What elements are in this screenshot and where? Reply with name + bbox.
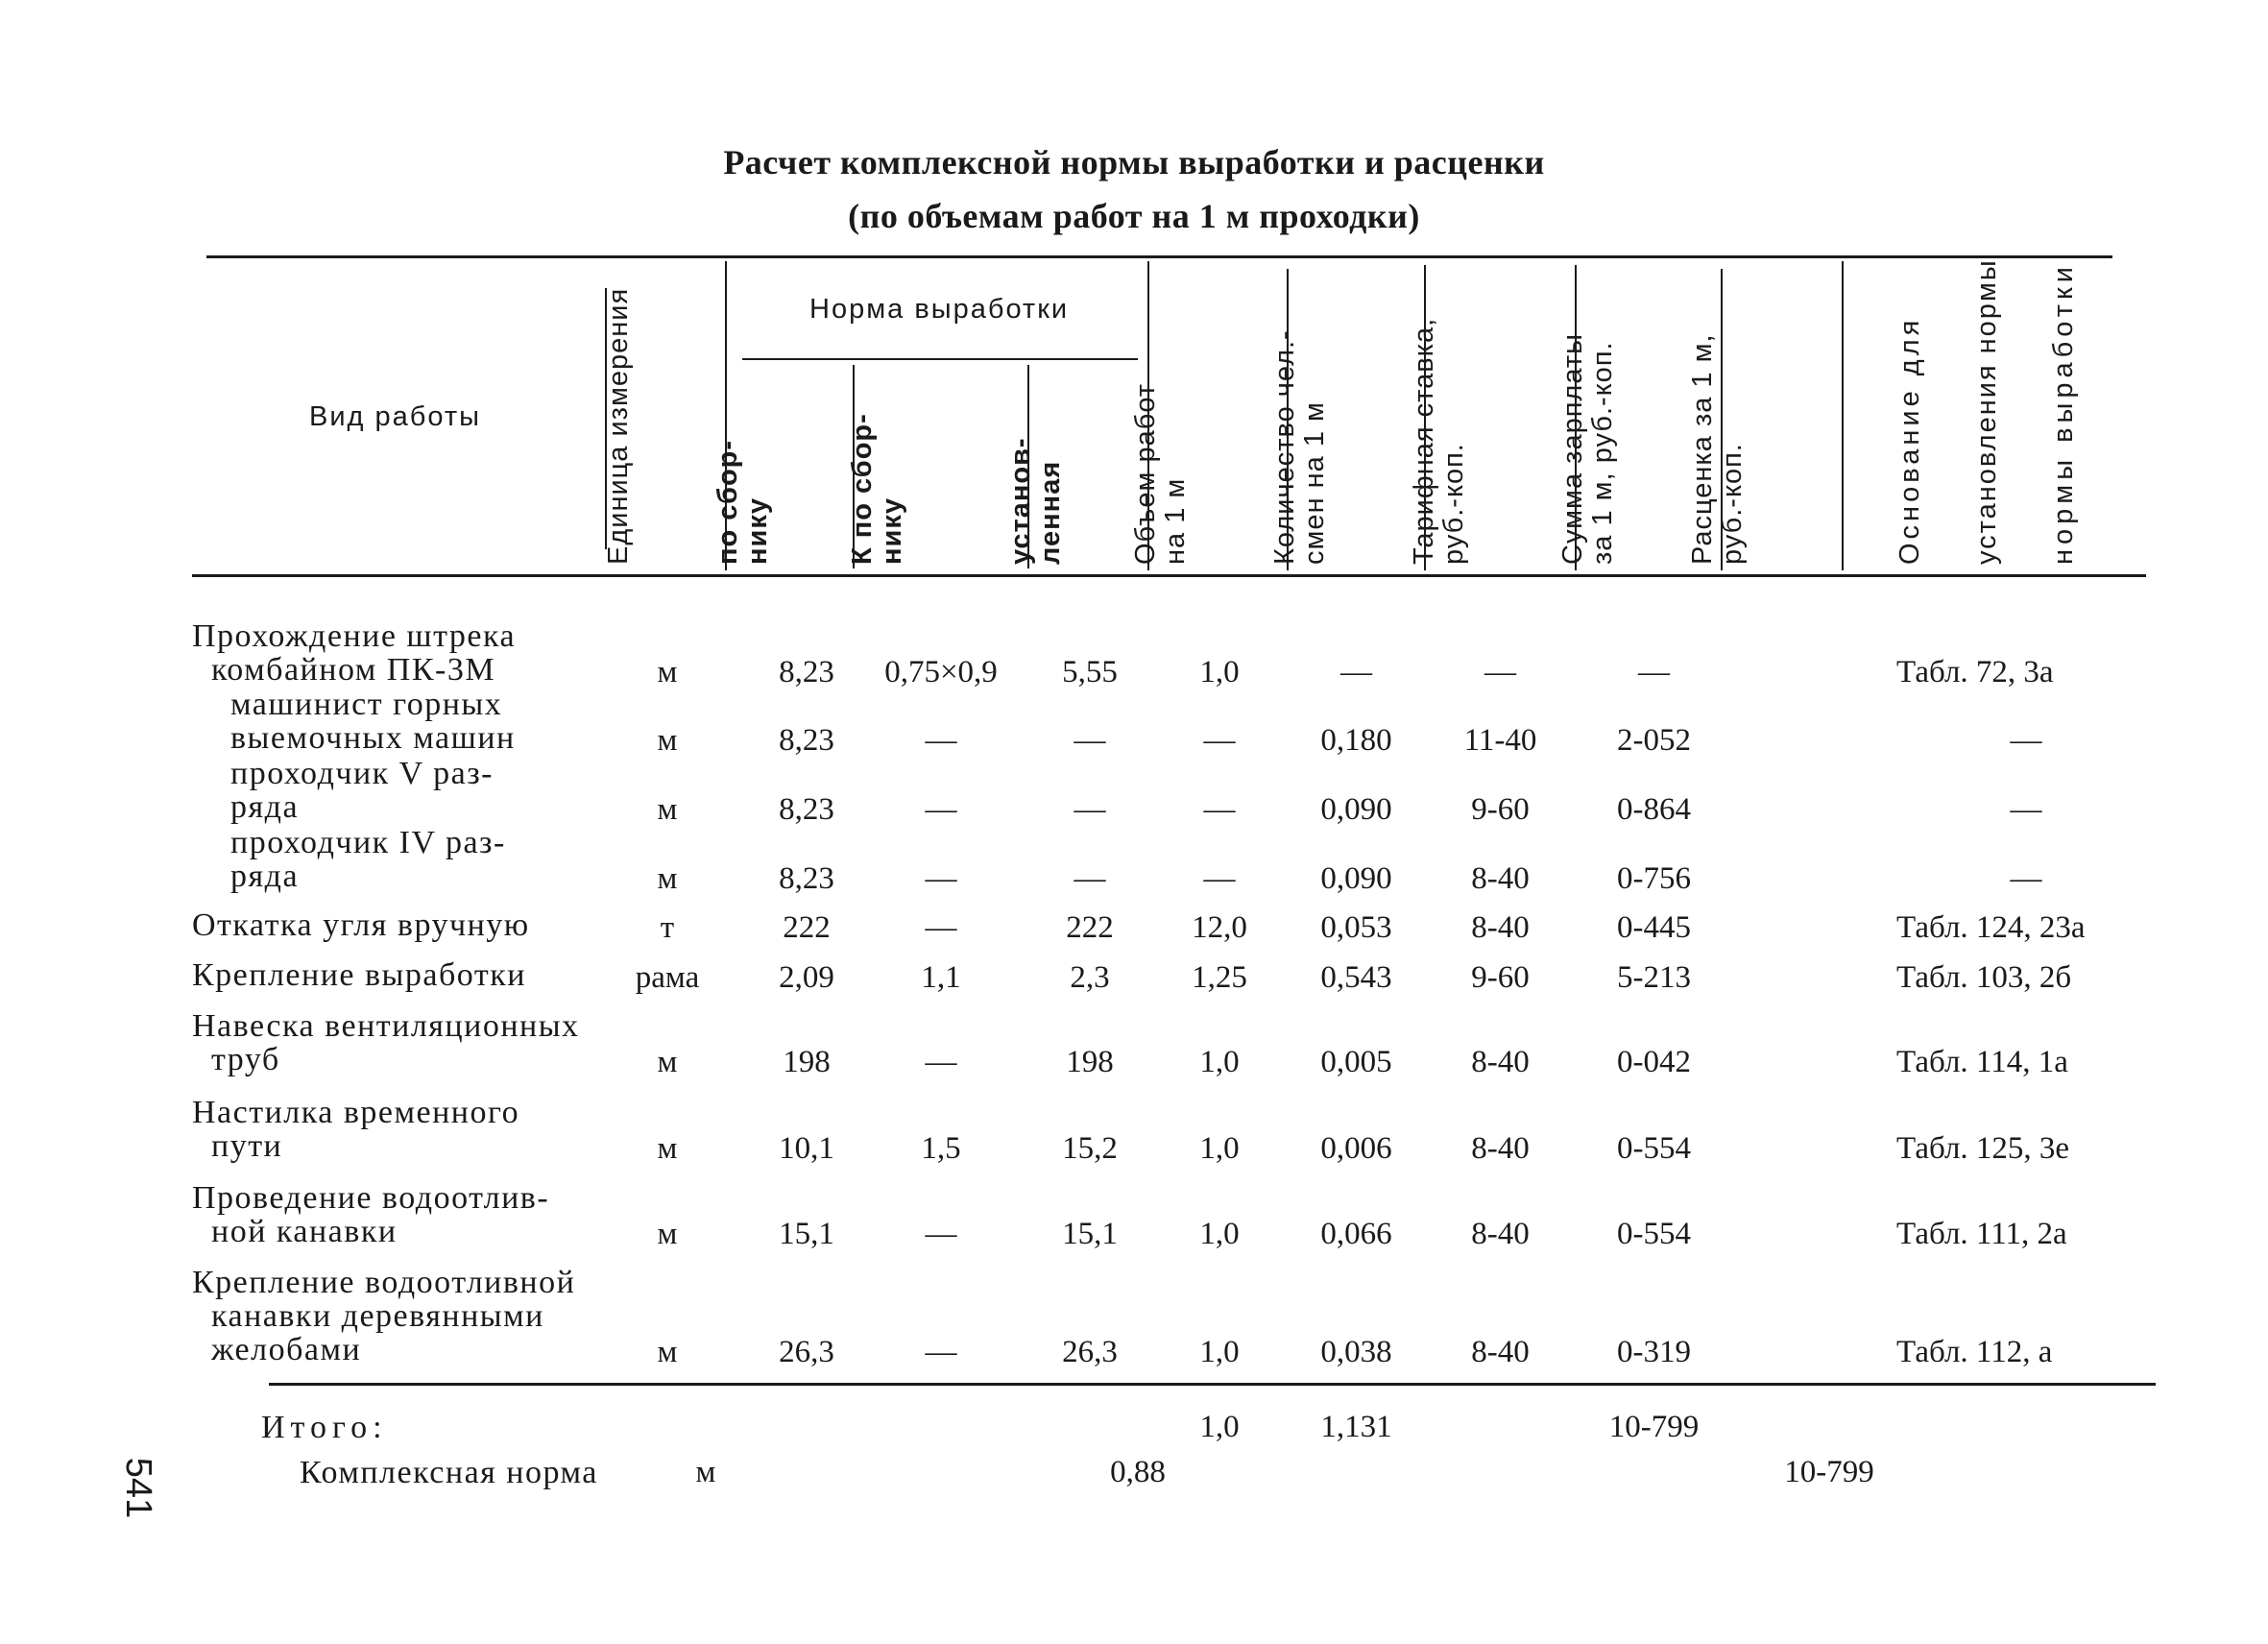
cell-shifts: 0,038	[1320, 1335, 1392, 1369]
cell-unit: м	[657, 1045, 678, 1079]
cell-basis: —	[2010, 792, 2042, 827]
header-norm-group: Норма выработки	[809, 294, 1070, 325]
cell-k: —	[925, 792, 957, 827]
cell-k: —	[925, 910, 957, 945]
header-volume: Объем работ на 1 м	[1130, 382, 1191, 565]
header-norm-collection: по сбор-нику	[712, 439, 773, 565]
cell-wages: 0-319	[1617, 1335, 1691, 1369]
cell-rate: —	[1484, 655, 1516, 689]
cell-volume: 1,0	[1199, 655, 1240, 689]
cell-shifts: 0,066	[1320, 1217, 1392, 1251]
cell-shifts: 0,180	[1320, 723, 1392, 758]
cell-wages: 0-864	[1617, 792, 1691, 827]
cell-set: 2,3	[1070, 960, 1110, 995]
cell-rate: 8-40	[1471, 861, 1530, 896]
cell-unit: м	[657, 655, 678, 689]
cell-k: 1,1	[921, 960, 961, 995]
cell-rate: 8-40	[1471, 1217, 1530, 1251]
cell-unit: м	[657, 792, 678, 827]
work-name-line: канавки деревянными	[192, 1298, 544, 1334]
work-name-line: Крепление выработки	[192, 957, 526, 993]
cell-volume: 1,0	[1199, 1045, 1240, 1079]
cell-set: —	[1074, 792, 1106, 827]
cell-rate: 9-60	[1471, 960, 1530, 995]
work-name-line: выемочных машин	[192, 720, 516, 756]
totals-label: Итого:	[261, 1410, 388, 1445]
cell-norm: 15,1	[779, 1217, 834, 1251]
norm-group-rule	[742, 358, 1138, 360]
cell-set: 26,3	[1062, 1335, 1118, 1369]
cell-rate: 8-40	[1471, 1335, 1530, 1369]
cell-shifts: 0,006	[1320, 1131, 1392, 1166]
work-name-line: желобами	[192, 1332, 362, 1367]
cell-volume: —	[1203, 861, 1236, 896]
work-name-line: Откатка угля вручную	[192, 907, 530, 943]
work-name-line: ряда	[192, 789, 300, 825]
cell-basis: Табл. 72, 3а	[1896, 655, 2054, 689]
cell-norm: 2,09	[779, 960, 834, 995]
cell-k: —	[925, 861, 957, 896]
header-shifts: Количество чел.-смен на 1 м	[1269, 329, 1330, 565]
cell-shifts: 0,053	[1320, 910, 1392, 945]
cell-rate: 8-40	[1471, 1131, 1530, 1166]
cell-basis: —	[2010, 723, 2042, 758]
page-number: 541	[118, 1457, 159, 1519]
cell-set: —	[1074, 723, 1106, 758]
header-k-collection: К по сбор-нику	[847, 413, 907, 565]
cell-wages: —	[1638, 655, 1670, 689]
cell-volume: 1,0	[1199, 1217, 1240, 1251]
header-norm-set: установ-ленная	[1005, 437, 1066, 565]
cell-shifts: 0,090	[1320, 792, 1392, 827]
cell-set: 5,55	[1062, 655, 1118, 689]
cell-shifts: 0,543	[1320, 960, 1392, 995]
header-bottom-rule	[192, 574, 2146, 577]
header-wages: Сумма зарплаты за 1 м, руб.-коп.	[1557, 333, 1618, 565]
cell-unit: т	[660, 910, 675, 945]
cell-set: 198	[1066, 1045, 1114, 1079]
work-name-line: труб	[192, 1042, 280, 1077]
cell-volume: —	[1203, 723, 1236, 758]
cell-rate: 8-40	[1471, 910, 1530, 945]
cell-set: —	[1074, 861, 1106, 896]
header-basis-3: нормы выработки	[2048, 262, 2079, 565]
work-name-line: машинист горных	[192, 687, 503, 722]
cell-k: —	[925, 1335, 957, 1369]
cell-unit: рама	[635, 960, 700, 995]
cell-unit: м	[657, 723, 678, 758]
complex-norm-value: 0,88	[1110, 1455, 1166, 1489]
cell-k: —	[925, 723, 957, 758]
cell-k: —	[925, 1217, 957, 1251]
cell-basis: Табл. 124, 23а	[1896, 910, 2086, 945]
cell-wages: 0-554	[1617, 1217, 1691, 1251]
cell-norm: 222	[783, 910, 831, 945]
cell-basis: Табл. 112, а	[1896, 1335, 2053, 1369]
cell-wages: 2-052	[1617, 723, 1691, 758]
cell-set: 222	[1066, 910, 1114, 945]
totals-wages: 10-799	[1608, 1410, 1700, 1444]
cell-rate: 11-40	[1463, 723, 1537, 758]
cell-wages: 0-445	[1617, 910, 1691, 945]
cell-shifts: 0,090	[1320, 861, 1392, 896]
header-price: Расценка за 1 м, руб.-коп.	[1687, 333, 1748, 565]
work-name-line: проходчик IV раз-	[192, 825, 506, 860]
cell-norm: 8,23	[779, 723, 834, 758]
work-name-line: Настилка временного	[192, 1095, 520, 1130]
cell-basis: Табл. 114, 1а	[1896, 1045, 2068, 1079]
cell-set: 15,2	[1062, 1131, 1118, 1166]
header-unit: Единица измерения	[603, 287, 634, 565]
cell-unit: м	[657, 1335, 678, 1369]
title-line-1: Расчет комплексной нормы выработки и расценки	[723, 143, 1545, 181]
header-basis-2: установления нормы	[1971, 258, 2002, 565]
col-rule-basis	[1842, 261, 1844, 570]
header-basis-1: Основание для	[1894, 316, 1925, 565]
cell-norm: 8,23	[779, 861, 834, 896]
cell-basis: Табл. 103, 2б	[1896, 960, 2072, 995]
cell-shifts: 0,005	[1320, 1045, 1392, 1079]
cell-basis: Табл. 125, 3е	[1896, 1131, 2070, 1166]
work-name-line: Крепление водоотливной	[192, 1265, 576, 1300]
cell-basis: —	[2010, 861, 2042, 896]
cell-rate: 9-60	[1471, 792, 1530, 827]
work-name-line: ряда	[192, 858, 300, 894]
work-name-line: Навеска вентиляционных	[192, 1008, 580, 1044]
cell-unit: м	[657, 1131, 678, 1166]
cell-wages: 0-042	[1617, 1045, 1691, 1079]
totals-shifts: 1,131	[1320, 1410, 1392, 1444]
cell-wages: 5-213	[1617, 960, 1691, 995]
cell-k: —	[925, 1045, 957, 1079]
cell-wages: 0-554	[1617, 1131, 1691, 1166]
complex-norm-price: 10-799	[1784, 1455, 1874, 1489]
cell-norm: 8,23	[779, 792, 834, 827]
cell-volume: 12,0	[1192, 910, 1247, 945]
cell-shifts: —	[1340, 655, 1372, 689]
work-name-line: проходчик V раз-	[192, 756, 494, 791]
work-name-line: пути	[192, 1128, 283, 1164]
cell-volume: 1,0	[1199, 1335, 1240, 1369]
table-bottom-rule	[269, 1383, 2156, 1386]
work-name-line: ной канавки	[192, 1214, 398, 1249]
cell-set: 15,1	[1062, 1217, 1118, 1251]
cell-norm: 198	[783, 1045, 831, 1079]
cell-unit: м	[657, 861, 678, 896]
cell-volume: —	[1203, 792, 1236, 827]
cell-volume: 1,0	[1199, 1131, 1240, 1166]
cell-norm: 26,3	[779, 1335, 834, 1369]
cell-k: 0,75×0,9	[884, 655, 998, 689]
header-rate: Тарифная ставка, руб.-коп.	[1409, 317, 1469, 565]
cell-rate: 8-40	[1471, 1045, 1530, 1079]
work-name-line: Прохождение штрека	[192, 618, 517, 654]
cell-norm: 10,1	[779, 1131, 834, 1166]
complex-norm-label: Комплексная норма	[300, 1455, 598, 1490]
work-name-line: комбайном ПК-3М	[192, 652, 496, 688]
complex-norm-unit: м	[695, 1455, 716, 1489]
header-work: Вид работы	[309, 401, 482, 432]
cell-k: 1,5	[921, 1131, 961, 1166]
work-name-line: Проведение водоотлив-	[192, 1180, 550, 1216]
title-line-2: (по объемам работ на 1 м проходки)	[848, 197, 1420, 235]
cell-basis: Табл. 111, 2а	[1896, 1217, 2067, 1251]
top-rule	[206, 255, 2112, 258]
cell-wages: 0-756	[1617, 861, 1691, 896]
cell-norm: 8,23	[779, 655, 834, 689]
cell-volume: 1,25	[1192, 960, 1247, 995]
totals-volume: 1,0	[1199, 1410, 1240, 1444]
cell-unit: м	[657, 1217, 678, 1251]
